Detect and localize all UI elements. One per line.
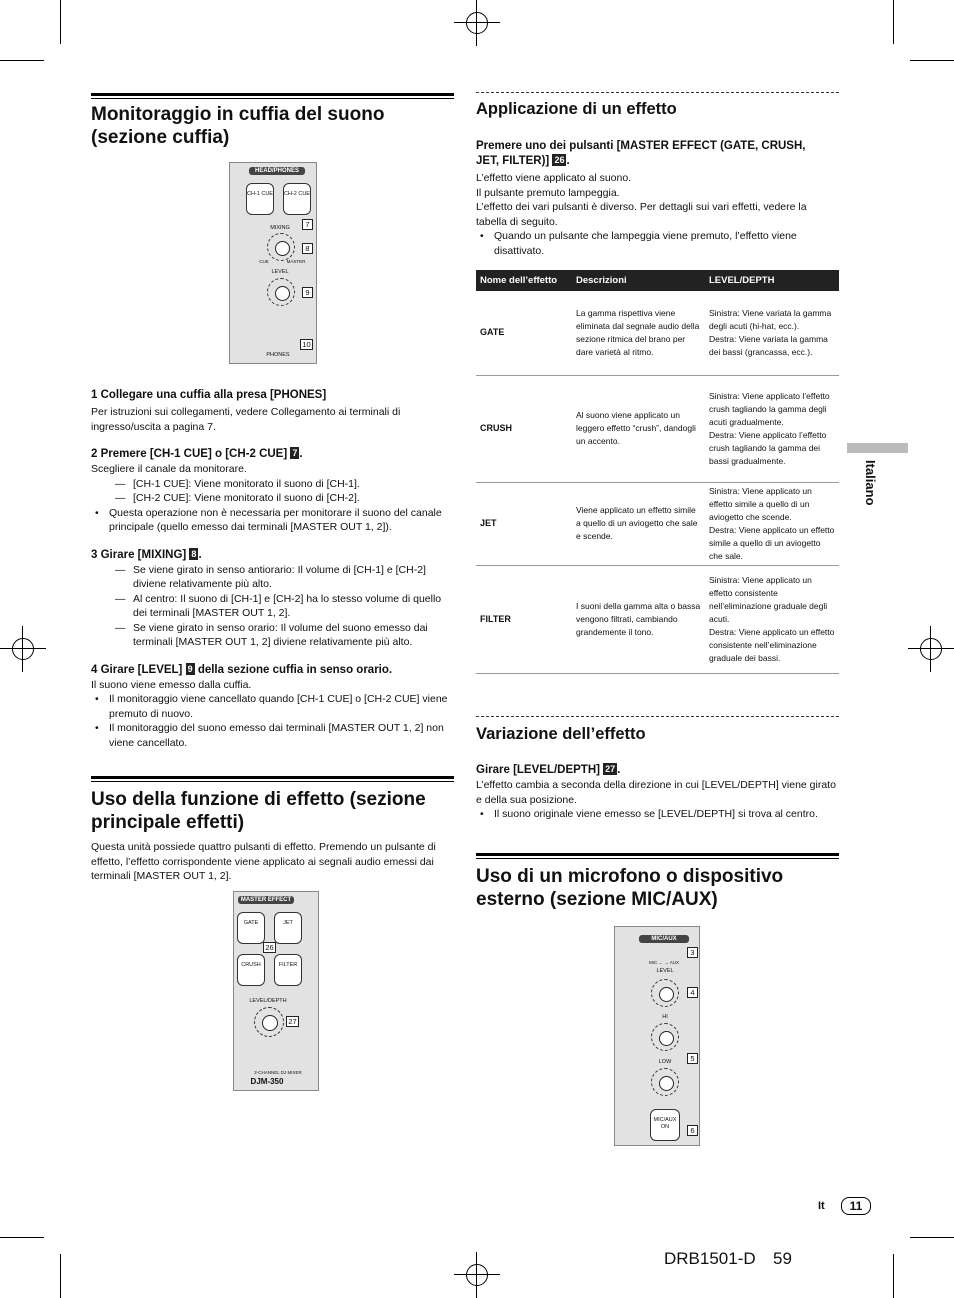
- effects-table: [476, 270, 839, 674]
- step-4-note: • Il monitoraggio del suono emesso dai terminali [MASTER OUT 1, 2] non viene cancellato.: [91, 721, 454, 750]
- apply-line: L’effetto dei vari pulsanti è diverso. Per dettagli sui vari effetti, vedere la tabella di seguito.: [476, 201, 807, 228]
- table-row: CRUSH Al suono viene applicato un leggero effetto “crush”, dandogli un accento. Sinistra: Viene applicato l’effetto crush tagliando la gamma degli acuti gradualmente. Destra: Viene applicato l’effetto crush tagliando la gamma dei bassi gradualmente.: [476, 375, 839, 482]
- step-2-item: — [CH-1 CUE]: Viene monitorato il suono di [CH-1].: [91, 477, 454, 492]
- mic-level-knob: [651, 979, 679, 1007]
- effects-intro: Questa unità possiede quattro pulsanti di effetto. Premendo un pulsante di effetto, l’effetto corrispondente viene applicato ai segnali audio emessi dai terminali [MASTER OUT 1, 2].: [91, 841, 436, 882]
- table-row: GATE La gamma rispettiva viene eliminata dal segnale audio della sezione ritmica del brano per dare varietà al ritmo. Sinistra: Viene variata la gamma degli acuti (hi-hat, ecc.). Destra: Viene variata la gamma dei bassi (grancassa, ecc.).: [476, 291, 839, 375]
- step-4-note: • Il monitoraggio viene cancellato quando [CH-1 CUE] o [CH-2 CUE] viene premuto di nuovo.: [91, 692, 454, 721]
- ch2-cue-button: CH-2 CUE: [283, 183, 311, 215]
- ch1-cue-button: CH-1 CUE: [246, 183, 274, 215]
- footer-lang: It: [818, 1200, 825, 1212]
- language-label: Italiano: [863, 460, 878, 506]
- doc-page: 59: [773, 1249, 792, 1268]
- apply-line: Il pulsante premuto lampeggia.: [476, 186, 620, 199]
- variation-step-heading: Girare [LEVEL/DEPTH] 27 .: [476, 764, 621, 776]
- mic-aux-on-button: MIC/AUX ON: [650, 1109, 680, 1141]
- section-title-variation: Variazione dell’effetto: [476, 725, 646, 743]
- headphones-panel-illustration: HEAD/PHONES CH-1 CUE CH-2 CUE 7 MIXING 8 CUE MASTER LEVEL 9 10 PHONES: [229, 162, 317, 364]
- step-4-intro: Il suono viene emesso dalla cuffia.: [91, 678, 252, 691]
- variation-line: L’effetto cambia a seconda della direzione in cui [LEVEL/DEPTH] viene girato e della sua posizione.: [476, 779, 836, 806]
- mic-aux-panel-illustration: MIC/AUX MIC ← → AUX 3 LEVEL 4 HI LOW 5 MIC/AUX ON 6: [614, 926, 700, 1146]
- apply-line: L’effetto viene applicato al suono.: [476, 172, 632, 184]
- step-4-heading: 4 Girare [LEVEL] 9 della sezione cuffia in senso orario.: [91, 663, 393, 676]
- table-header: LEVEL/DEPTH: [705, 270, 839, 291]
- step-2-heading: 2 Premere [CH-1 CUE] o [CH-2 CUE] 7 .: [91, 448, 303, 460]
- section-title-mic-aux: Uso di un microfono o dispositivo esterno (sezione MIC/AUX): [476, 866, 784, 910]
- hi-eq-knob: [651, 1023, 679, 1051]
- apply-step-heading: Premere uno dei pulsanti [MASTER EFFECT (GATE, CRUSH, JET, FILTER)] 26 .: [476, 140, 806, 167]
- doc-code: DRB1501-D: [664, 1249, 756, 1268]
- page-number: 11: [841, 1197, 871, 1215]
- table-header: Descrizioni: [572, 270, 705, 291]
- step-2-intro: Scegliere il canale da monitorare.: [91, 463, 247, 475]
- table-row: FILTER I suoni della gamma alta o bassa vengono filtrati, cambiando grandemente il tono. Sinistra: Viene applicato un effetto consistente nell’eliminazione graduale degli acuti. Destra: Viene applicato un effetto consistente nell’eliminazione graduale dei bassi.: [476, 565, 839, 673]
- section-title-apply-effect: Applicazione di un effetto: [476, 100, 677, 118]
- step-2-note: • Questa operazione non è necessaria per monitorare il suono del canale principale (quello emesso dai terminali [MASTER OUT 1, 2]).: [91, 506, 454, 535]
- master-effect-panel-illustration: MASTER EFFECT GATE JET 26 CRUSH FILTER LEVEL/DEPTH 27 2-CHANNEL DJ MIXER DJM-350: [233, 891, 319, 1091]
- table-header: Nome dell’effetto: [476, 270, 572, 291]
- mixing-knob: [267, 233, 295, 261]
- panel-label: HEAD/PHONES: [249, 167, 305, 175]
- section-title-effects: Uso della funzione di effetto (sezione principale effetti): [91, 789, 426, 833]
- step-1-heading: 1 Collegare una cuffia alla presa [PHONES]: [91, 389, 327, 401]
- level-knob: [267, 278, 295, 306]
- level-depth-knob: [254, 1007, 284, 1037]
- table-row: JET Viene applicato un effetto simile a quello di un aviogetto che sale e scende. Sinistra: Viene applicato un effetto simile a quello di un aviogetto che scende. Destra: Viene applicato un effetto simile a quello di un aviogetto che sale.: [476, 482, 839, 565]
- step-1-body: Per istruzioni sui collegamenti, vedere Collegamento ai terminali di ingresso/uscita a pagina 7.: [91, 406, 401, 433]
- step-3-item: — Se viene girato in senso antiorario: Il volume di [CH-1] e [CH-2] diviene relativamente più alto.: [91, 563, 454, 592]
- step-3-item: — Se viene girato in senso orario: Il volume del suono emesso dai terminali [MASTER OUT 1, 2] diviene relativamente più alto.: [91, 621, 454, 650]
- section-title-headphones: Monitoraggio in cuffia del suono (sezione cuffia): [91, 104, 385, 148]
- variation-note: • Il suono originale viene emesso se [LEVEL/DEPTH] si trova al centro.: [476, 807, 839, 822]
- apply-note: • Quando un pulsante che lampeggia viene premuto, l’effetto viene disattivato.: [476, 229, 839, 258]
- step-3-item: — Al centro: Il suono di [CH-1] e [CH-2] ha lo stesso volume di quello dei terminali [MASTER OUT 1, 2].: [91, 592, 454, 621]
- language-tab: [847, 443, 908, 453]
- step-2-item: — [CH-2 CUE]: Viene monitorato il suono di [CH-2].: [91, 491, 454, 506]
- step-3-heading: 3 Girare [MIXING] 8 .: [91, 548, 202, 561]
- low-eq-knob: [651, 1068, 679, 1096]
